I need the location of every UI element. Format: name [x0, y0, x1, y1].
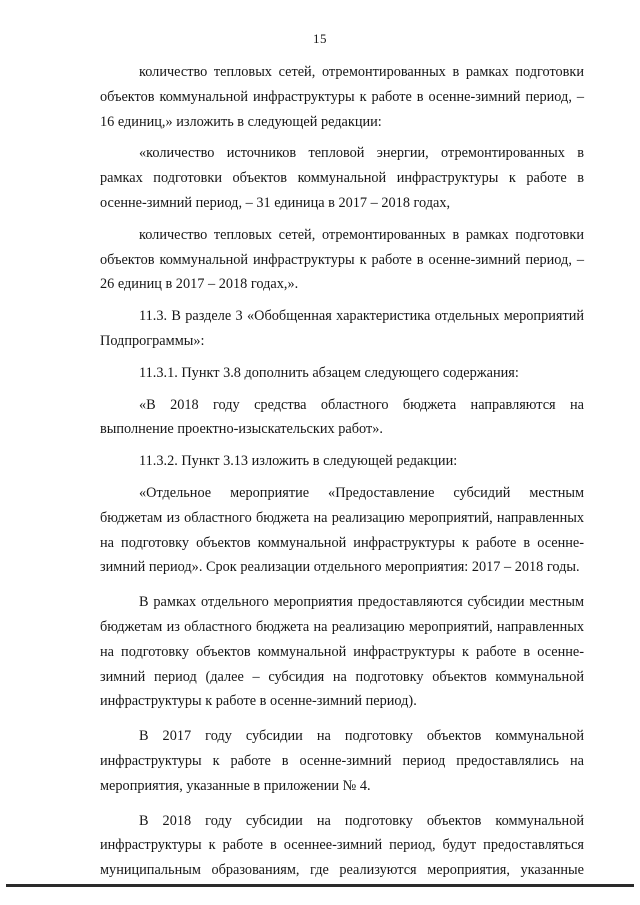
page-number: 15: [313, 31, 327, 46]
paragraph-heat-sources-new: «количество источников тепловой энергии, отремонтированных в рамках подготовки объектов коммунальной инфраструктуры к работе в осенне-зимний период, – 31 единица в 2017 – 2018 годах,: [100, 145, 584, 211]
paragraph-heat-networks-new: количество тепловых сетей, отремонтированных в рамках подготовки объектов коммунальной инфраструктуры к работе в осенне-зимний период, – 26 единиц в 2017 – 2018 годах,».: [100, 226, 584, 293]
paragraph-separate-measure: «Отдельное мероприятие «Предоставление субсидий местным бюджетам из областного бюджета на реализацию мероприятий, направленных на подготовку объектов коммунальной инфраструктуры к работе в осенне-зимний период». Срок реализации отдельного мероприятия: 2017 – 2018 годы.: [100, 484, 584, 576]
paragraph-subsidies-2018: В 2018 году субсидии на подготовку объектов коммунальной инфраструктуры к работе в осеннее-зимний период, будут предоставляться муниципальным образованиям, где реализуются мероприятия, указанные: [100, 812, 584, 879]
bottom-rule: [6, 884, 634, 887]
paragraph-section-11-3-2: 11.3.2. Пункт 3.13 изложить в следующей редакции:: [139, 453, 458, 470]
paragraph-subsidies-description: В рамках отдельного мероприятия предоставляются субсидии местным бюджетам из областного бюджета на реализацию мероприятий, направленных на подготовку объектов коммунальной инфраструктуры к работе в осенне-зимний период (далее – субсидия на подготовку объектов коммунальной инфраструктуры к работе в осенне-зимний период).: [100, 594, 584, 710]
paragraph-subsidies-2017: В 2017 году субсидии на подготовку объектов коммунальной инфраструктуры к работе в осенне-зимний период предоставлялись на мероприятия, указанные в приложении № 4.: [100, 728, 584, 794]
paragraph-section-11-3-1: 11.3.1. Пункт 3.8 дополнить абзацем следующего содержания:: [139, 364, 519, 381]
paragraph-budget-2018: «В 2018 году средства областного бюджета направляются на выполнение проектно-изыскательских работ».: [100, 396, 584, 438]
paragraph-section-11-3: 11.3. В разделе 3 «Обобщенная характеристика отдельных мероприятий Подпрограммы»:: [100, 308, 584, 349]
paragraph-heat-networks-old: количество тепловых сетей, отремонтированных в рамках подготовки объектов коммунальной инфраструктуры к работе в осенне-зимний период, – 16 единиц,» изложить в следующей редакции:: [100, 64, 584, 130]
document-body: [100, 60, 584, 883]
